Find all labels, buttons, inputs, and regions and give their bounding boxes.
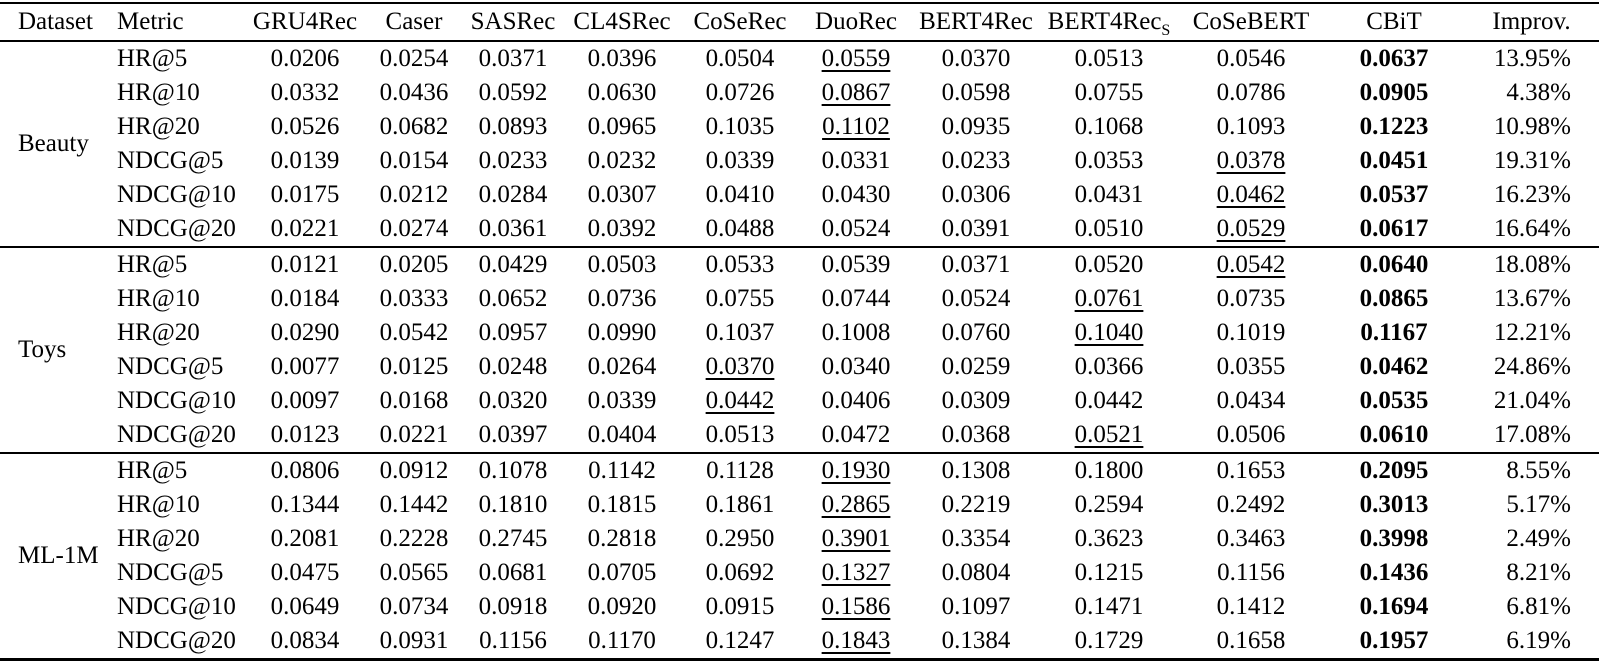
value-cell: 0.1156 <box>479 627 547 654</box>
value-cell: 0.0392 <box>587 215 657 242</box>
value-cell: 0.1843 <box>821 627 891 654</box>
improvement-cell: 2.49% <box>1506 525 1571 552</box>
value-cell: 0.0867 <box>821 79 891 106</box>
value-cell: 0.0542 <box>379 319 449 346</box>
value-cell: 0.0353 <box>1074 147 1144 174</box>
value-cell: 0.1658 <box>1216 627 1286 654</box>
value-cell: 0.0524 <box>941 285 1011 312</box>
metric-label: NDCG@10 <box>117 387 236 414</box>
value-cell: 0.0309 <box>941 387 1011 414</box>
value-cell: 0.2081 <box>270 525 340 552</box>
value-cell: 0.0429 <box>462 247 564 282</box>
value-cell: 0.2950 <box>705 525 775 552</box>
value-cell: 0.0232 <box>587 147 657 174</box>
value-cell: 0.1810 <box>478 491 548 518</box>
value-cell: 0.0682 <box>379 113 449 140</box>
value-cell: 0.1327 <box>821 559 891 586</box>
value-cell: 0.0168 <box>379 387 449 414</box>
value-cell: 0.0726 <box>705 79 775 106</box>
value-cell: 0.1815 <box>587 491 657 518</box>
value-cell: 0.0206 <box>270 45 340 72</box>
metric-label: NDCG@20 <box>117 421 236 448</box>
value-cell: 0.1019 <box>1216 319 1286 346</box>
metric-label: NDCG@10 <box>117 181 236 208</box>
value-cell: 0.0284 <box>478 181 548 208</box>
value-cell: 0.0475 <box>270 559 340 586</box>
value-cell: 0.0755 <box>1074 79 1144 106</box>
value-cell: 0.0361 <box>478 215 548 242</box>
value-cell: 0.0744 <box>821 285 891 312</box>
value-cell: 0.1097 <box>941 593 1011 620</box>
table-row <box>0 110 1599 144</box>
results-table <box>0 2 1599 661</box>
value-cell: 0.0920 <box>587 593 657 620</box>
value-cell: 0.0559 <box>821 45 891 72</box>
value-cell: 0.0834 <box>270 627 340 654</box>
table-row <box>0 488 1599 522</box>
table-row <box>0 144 1599 178</box>
dataset-label: Toys <box>0 247 112 453</box>
value-cell: 0.2228 <box>379 525 449 552</box>
metric-label: NDCG@5 <box>117 147 224 174</box>
value-cell: 0.1223 <box>1359 113 1429 140</box>
value-cell: 0.0434 <box>1216 387 1286 414</box>
value-cell: 0.0331 <box>821 147 891 174</box>
value-cell: 0.0521 <box>1074 421 1144 448</box>
value-cell: 0.1156 <box>1217 559 1285 586</box>
value-cell: 0.0320 <box>478 387 548 414</box>
improvement-cell: 19.31% <box>1493 147 1571 174</box>
value-cell: 0.1957 <box>1359 627 1429 654</box>
value-cell: 0.0451 <box>1359 147 1429 174</box>
table-row <box>0 522 1599 556</box>
value-cell: 0.0786 <box>1216 79 1286 106</box>
column-header-caser: Caser <box>366 3 462 41</box>
value-cell: 0.1102 <box>822 113 890 140</box>
value-cell: 0.0290 <box>270 319 340 346</box>
value-cell: 0.1128 <box>680 453 800 488</box>
value-cell: 0.0123 <box>270 421 340 448</box>
table-row <box>0 282 1599 316</box>
value-cell: 0.0077 <box>270 353 340 380</box>
value-cell: 0.3013 <box>1359 491 1429 518</box>
metric-label: HR@5 <box>112 453 244 488</box>
value-cell: 0.1142 <box>564 453 680 488</box>
value-cell: 0.0368 <box>941 421 1011 448</box>
table-row <box>0 384 1599 418</box>
column-header-subscript: S <box>1161 22 1171 39</box>
value-cell: 0.2745 <box>478 525 548 552</box>
value-cell: 0.0221 <box>379 421 449 448</box>
value-cell: 0.3463 <box>1216 525 1286 552</box>
table-row <box>0 590 1599 624</box>
improvement-cell: 12.21% <box>1493 319 1571 346</box>
value-cell: 0.0264 <box>587 353 657 380</box>
metric-label: NDCG@5 <box>117 353 224 380</box>
value-cell: 0.1442 <box>379 491 449 518</box>
value-cell: 0.1308 <box>912 453 1040 488</box>
value-cell: 0.0221 <box>270 215 340 242</box>
metric-label: NDCG@20 <box>117 627 236 654</box>
value-cell: 0.0339 <box>705 147 775 174</box>
column-header-sasrec: SASRec <box>462 3 564 41</box>
value-cell: 0.0630 <box>587 79 657 106</box>
metric-label: HR@20 <box>117 319 200 346</box>
metric-label: HR@10 <box>117 285 200 312</box>
table-row <box>0 316 1599 350</box>
value-cell: 0.0598 <box>941 79 1011 106</box>
improvement-cell: 4.38% <box>1506 79 1571 106</box>
value-cell: 0.0965 <box>587 113 657 140</box>
value-cell: 0.0184 <box>270 285 340 312</box>
value-cell: 0.0366 <box>1074 353 1144 380</box>
value-cell: 0.0649 <box>270 593 340 620</box>
improvement-cell: 6.81% <box>1506 593 1571 620</box>
metric-label: HR@5 <box>117 45 188 72</box>
value-cell: 0.2594 <box>1074 491 1144 518</box>
value-cell: 0.0539 <box>800 247 912 282</box>
value-cell: 0.0513 <box>1074 45 1144 72</box>
value-cell: 0.2492 <box>1216 491 1286 518</box>
value-cell: 0.0175 <box>270 181 340 208</box>
value-cell: 0.0915 <box>705 593 775 620</box>
table-row <box>0 453 1599 488</box>
value-cell: 0.0617 <box>1359 215 1429 242</box>
value-cell: 0.0905 <box>1359 79 1429 106</box>
value-cell: 0.1384 <box>941 627 1011 654</box>
value-cell: 0.1694 <box>1359 593 1429 620</box>
improvement-cell: 5.17% <box>1506 491 1571 518</box>
table-row <box>0 41 1599 76</box>
value-cell: 0.0506 <box>1216 421 1286 448</box>
column-header-bert4rec: BERT4Rec <box>912 3 1040 41</box>
value-cell: 0.1167 <box>1360 319 1428 346</box>
value-cell: 0.0333 <box>379 285 449 312</box>
column-header-gru4rec: GRU4Rec <box>244 3 366 41</box>
value-cell: 0.0760 <box>941 319 1011 346</box>
metric-label: HR@5 <box>112 247 244 282</box>
value-cell: 0.0139 <box>270 147 340 174</box>
value-cell: 0.0410 <box>705 181 775 208</box>
metric-label: NDCG@10 <box>117 593 236 620</box>
value-cell: 0.1215 <box>1074 559 1144 586</box>
improvement-cell: 13.95% <box>1493 45 1571 72</box>
column-header-cbit: CBiT <box>1324 3 1464 41</box>
value-cell: 0.3998 <box>1359 525 1429 552</box>
value-cell: 0.2219 <box>941 491 1011 518</box>
value-cell: 0.0535 <box>1359 387 1429 414</box>
improvement-cell: 18.08% <box>1464 247 1599 282</box>
value-cell: 0.0097 <box>270 387 340 414</box>
value-cell: 0.2818 <box>587 525 657 552</box>
header-row <box>0 3 1599 41</box>
value-cell: 0.0248 <box>478 353 548 380</box>
table-row <box>0 76 1599 110</box>
metric-label: HR@10 <box>117 79 200 106</box>
value-cell: 0.0542 <box>1178 247 1324 282</box>
value-cell: 0.0274 <box>379 215 449 242</box>
value-cell: 0.1729 <box>1074 627 1144 654</box>
value-cell: 0.0692 <box>705 559 775 586</box>
value-cell: 0.0259 <box>941 353 1011 380</box>
value-cell: 0.0640 <box>1324 247 1464 282</box>
value-cell: 0.1471 <box>1074 593 1144 620</box>
value-cell: 0.0339 <box>587 387 657 414</box>
value-cell: 0.0233 <box>478 147 548 174</box>
value-cell: 0.0125 <box>379 353 449 380</box>
value-cell: 0.1436 <box>1359 559 1429 586</box>
value-cell: 0.1078 <box>462 453 564 488</box>
value-cell: 0.0370 <box>941 45 1011 72</box>
improvement-cell: 21.04% <box>1493 387 1571 414</box>
value-cell: 0.0371 <box>478 45 548 72</box>
value-cell: 0.1247 <box>705 627 775 654</box>
improvement-cell: 16.23% <box>1493 181 1571 208</box>
improvement-cell: 16.64% <box>1493 215 1571 242</box>
value-cell: 0.0340 <box>821 353 891 380</box>
metric-label: NDCG@5 <box>117 559 224 586</box>
value-cell: 0.0520 <box>1040 247 1178 282</box>
table-row <box>0 212 1599 247</box>
value-cell: 0.0306 <box>941 181 1011 208</box>
value-cell: 0.0513 <box>705 421 775 448</box>
value-cell: 0.1008 <box>821 319 891 346</box>
value-cell: 0.0212 <box>379 181 449 208</box>
improvement-cell: 13.67% <box>1493 285 1571 312</box>
value-cell: 0.0503 <box>564 247 680 282</box>
value-cell: 0.0529 <box>1216 215 1286 242</box>
value-cell: 0.0652 <box>478 285 548 312</box>
value-cell: 0.0893 <box>478 113 548 140</box>
value-cell: 0.1068 <box>1074 113 1144 140</box>
value-cell: 0.0755 <box>705 285 775 312</box>
column-header-metric: Metric <box>112 3 244 41</box>
column-header-improv-: Improv. <box>1464 3 1599 41</box>
value-cell: 0.0121 <box>244 247 366 282</box>
value-cell: 0.0332 <box>270 79 340 106</box>
value-cell: 0.0565 <box>379 559 449 586</box>
value-cell: 0.0431 <box>1074 181 1144 208</box>
value-cell: 0.0537 <box>1359 181 1429 208</box>
improvement-cell: 8.21% <box>1506 559 1571 586</box>
value-cell: 0.0918 <box>478 593 548 620</box>
value-cell: 0.0430 <box>821 181 891 208</box>
value-cell: 0.0205 <box>366 247 462 282</box>
value-cell: 0.1040 <box>1074 319 1144 346</box>
metric-label: HR@20 <box>117 525 200 552</box>
value-cell: 0.0504 <box>705 45 775 72</box>
column-header-bert4recs: BERT4Rec$_S$ <box>1040 3 1178 41</box>
value-cell: 0.0397 <box>478 421 548 448</box>
improvement-cell: 6.19% <box>1506 627 1571 654</box>
value-cell: 0.1930 <box>800 453 912 488</box>
value-cell: 0.0488 <box>705 215 775 242</box>
improvement-cell: 8.55% <box>1464 453 1599 488</box>
value-cell: 0.0610 <box>1359 421 1429 448</box>
value-cell: 0.0705 <box>587 559 657 586</box>
column-header-cl4srec: CL4SRec <box>564 3 680 41</box>
table-body <box>0 41 1599 660</box>
value-cell: 0.0378 <box>1216 147 1286 174</box>
table-row <box>0 350 1599 384</box>
value-cell: 0.0370 <box>705 353 775 380</box>
metric-label: NDCG@20 <box>117 215 236 242</box>
value-cell: 0.1861 <box>705 491 775 518</box>
value-cell: 0.0307 <box>587 181 657 208</box>
value-cell: 0.0524 <box>821 215 891 242</box>
metric-label: HR@10 <box>117 491 200 518</box>
value-cell: 0.0472 <box>821 421 891 448</box>
value-cell: 0.0442 <box>705 387 775 414</box>
column-header-dataset: Dataset <box>0 3 112 41</box>
table-header <box>0 3 1599 41</box>
value-cell: 0.0957 <box>478 319 548 346</box>
value-cell: 0.0371 <box>912 247 1040 282</box>
value-cell: 0.0233 <box>941 147 1011 174</box>
table-row <box>0 247 1599 282</box>
value-cell: 0.2095 <box>1324 453 1464 488</box>
value-cell: 0.0462 <box>1216 181 1286 208</box>
value-cell: 0.0254 <box>379 45 449 72</box>
value-cell: 0.0761 <box>1074 285 1144 312</box>
value-cell: 0.1344 <box>270 491 340 518</box>
column-header-coserec: CoSeRec <box>680 3 800 41</box>
value-cell: 0.1653 <box>1178 453 1324 488</box>
value-cell: 0.0355 <box>1216 353 1286 380</box>
value-cell: 0.0154 <box>379 147 449 174</box>
value-cell: 0.0442 <box>1074 387 1144 414</box>
value-cell: 0.0462 <box>1359 353 1429 380</box>
value-cell: 0.0990 <box>587 319 657 346</box>
value-cell: 0.0510 <box>1074 215 1144 242</box>
dataset-label: Beauty <box>18 130 89 157</box>
value-cell: 0.0735 <box>1216 285 1286 312</box>
value-cell: 0.0935 <box>941 113 1011 140</box>
value-cell: 0.2865 <box>821 491 891 518</box>
value-cell: 0.0681 <box>478 559 548 586</box>
value-cell: 0.0406 <box>821 387 891 414</box>
value-cell: 0.0734 <box>379 593 449 620</box>
value-cell: 0.0526 <box>270 113 340 140</box>
value-cell: 0.1035 <box>705 113 775 140</box>
table-row <box>0 418 1599 453</box>
value-cell: 0.1586 <box>821 593 891 620</box>
value-cell: 0.0592 <box>478 79 548 106</box>
value-cell: 0.3354 <box>941 525 1011 552</box>
value-cell: 0.0736 <box>587 285 657 312</box>
improvement-cell: 17.08% <box>1493 421 1571 448</box>
value-cell: 0.0804 <box>941 559 1011 586</box>
column-header-cosebert: CoSeBERT <box>1178 3 1324 41</box>
value-cell: 0.0806 <box>244 453 366 488</box>
improvement-cell: 10.98% <box>1493 113 1571 140</box>
value-cell: 0.0546 <box>1216 45 1286 72</box>
value-cell: 0.1037 <box>705 319 775 346</box>
value-cell: 0.0404 <box>587 421 657 448</box>
improvement-cell: 24.86% <box>1493 353 1571 380</box>
dataset-label: ML-1M <box>0 453 112 660</box>
table-row <box>0 178 1599 212</box>
value-cell: 0.0391 <box>941 215 1011 242</box>
value-cell: 0.1412 <box>1216 593 1286 620</box>
value-cell: 0.0436 <box>379 79 449 106</box>
value-cell: 0.3623 <box>1074 525 1144 552</box>
table-row <box>0 556 1599 590</box>
value-cell: 0.0931 <box>379 627 449 654</box>
value-cell: 0.1170 <box>588 627 656 654</box>
value-cell: 0.1800 <box>1040 453 1178 488</box>
value-cell: 0.0912 <box>366 453 462 488</box>
value-cell: 0.0865 <box>1359 285 1429 312</box>
value-cell: 0.3901 <box>821 525 891 552</box>
value-cell: 0.1093 <box>1216 113 1286 140</box>
value-cell: 0.0396 <box>587 45 657 72</box>
value-cell: 0.0533 <box>680 247 800 282</box>
table-row <box>0 624 1599 660</box>
value-cell: 0.0637 <box>1359 45 1429 72</box>
column-header-duorec: DuoRec <box>800 3 912 41</box>
metric-label: HR@20 <box>117 113 200 140</box>
